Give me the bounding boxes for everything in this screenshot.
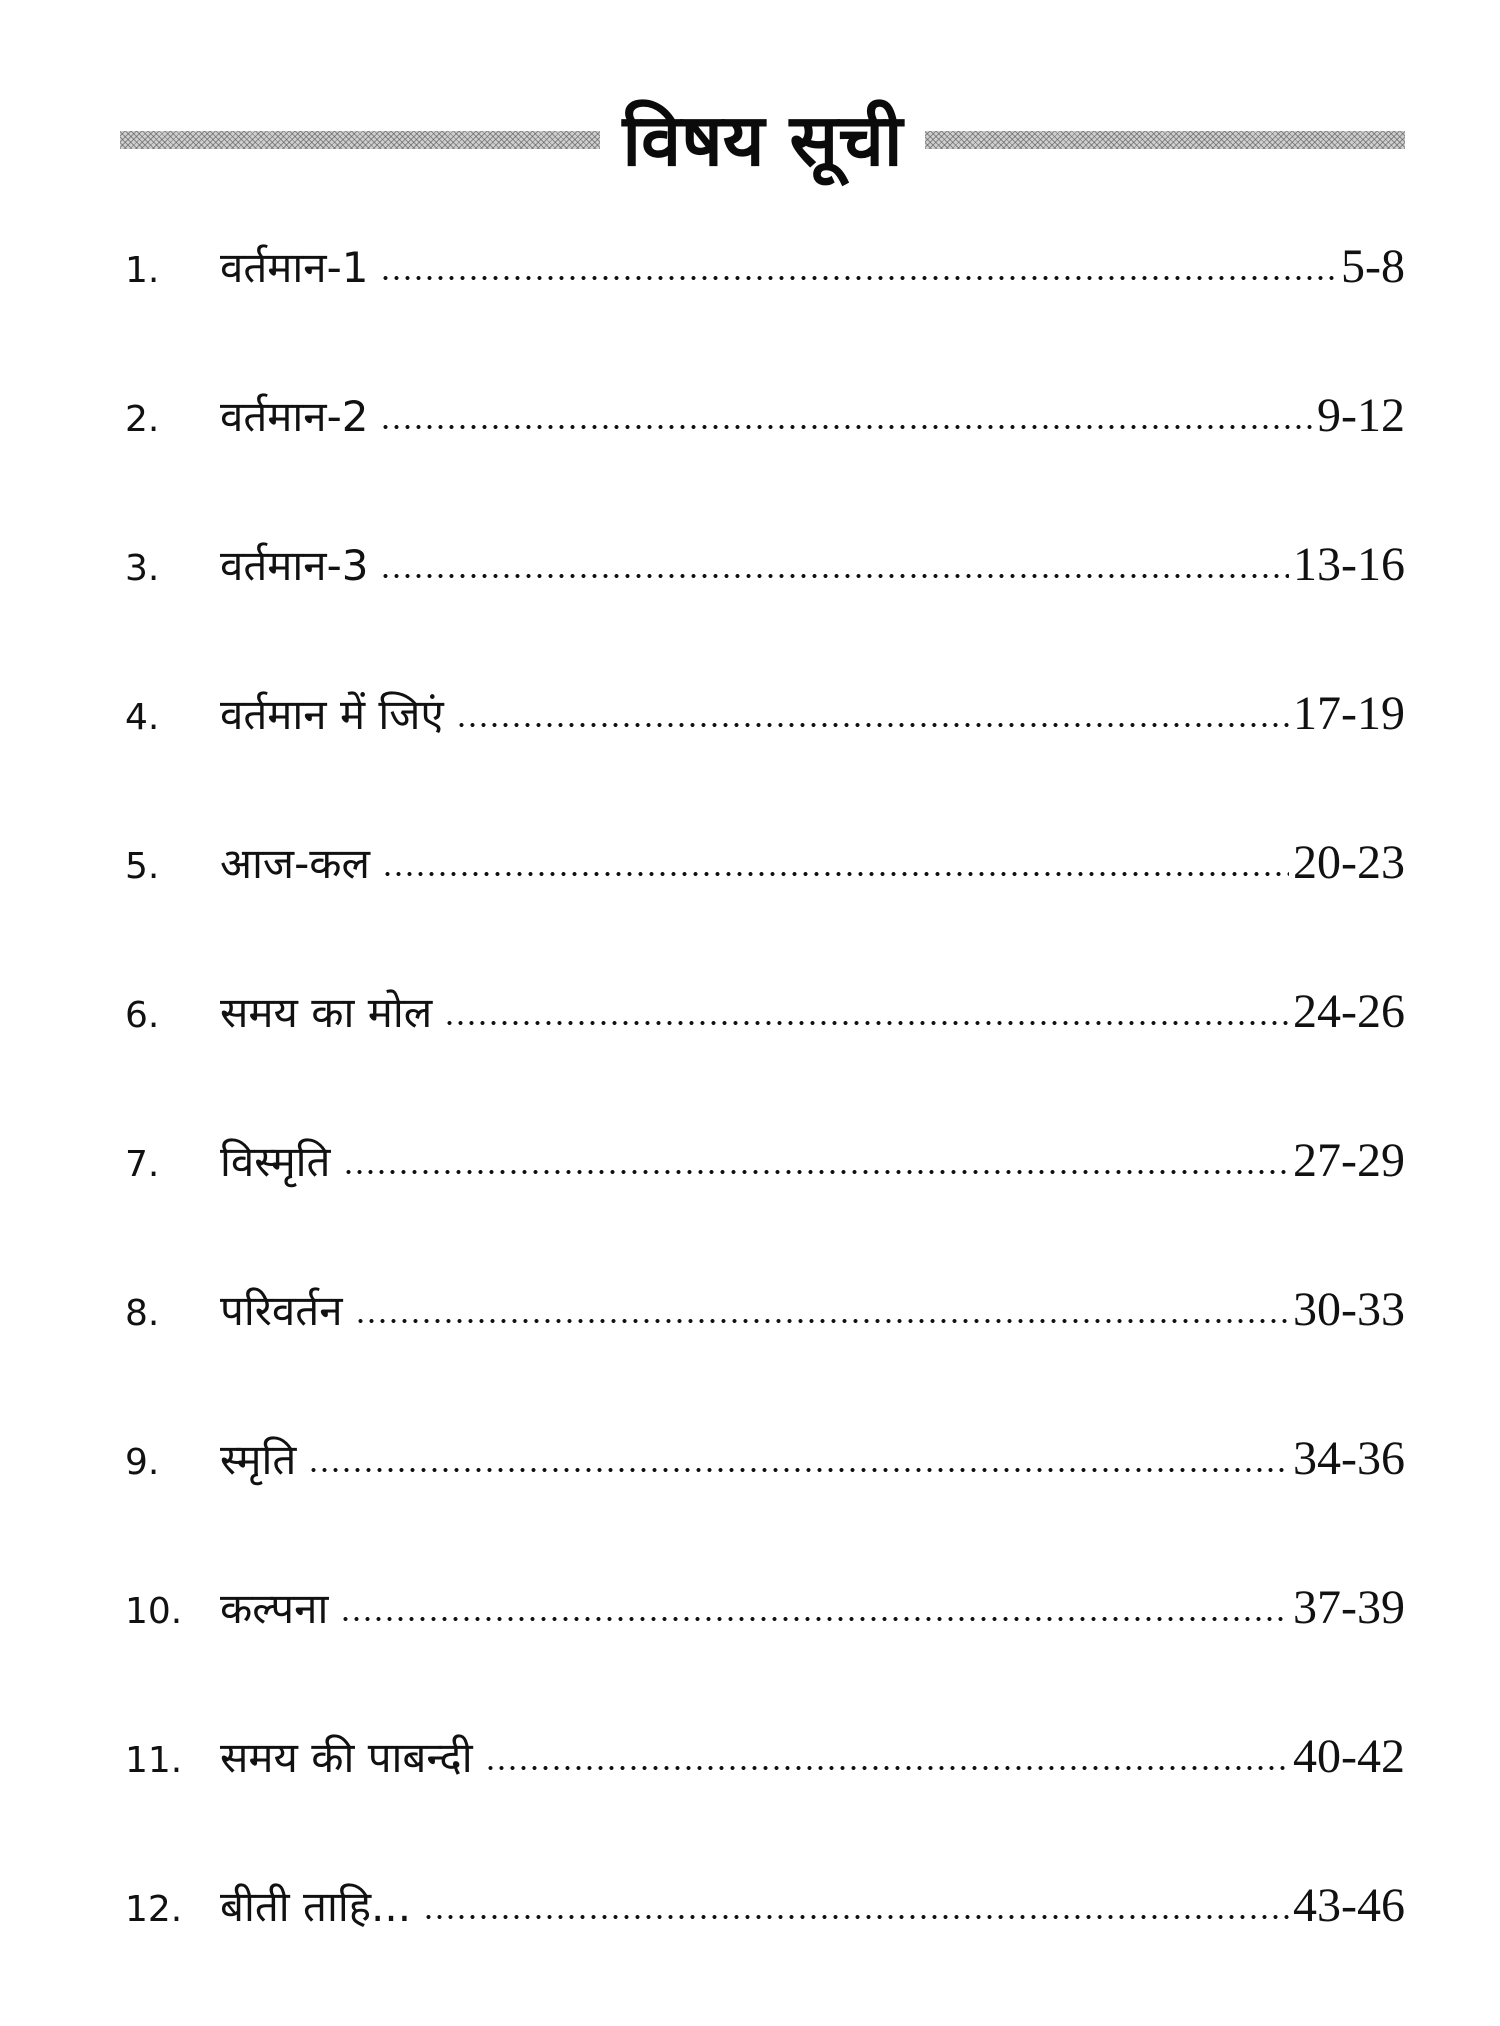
entry-page-range: 43-46: [1293, 1879, 1405, 1932]
toc-entry: [125, 685, 1405, 834]
entry-title: कल्पना: [220, 1584, 329, 1633]
entry-title: परिवर्तन: [220, 1286, 343, 1335]
dot-leader: [485, 1764, 1289, 1772]
dot-leader: [308, 1466, 1289, 1474]
dot-leader: [423, 1913, 1289, 1921]
entry-title: बीती ताहि...: [220, 1882, 412, 1931]
entry-number: 10.: [125, 1591, 183, 1632]
entry-title: आज-कल: [220, 839, 370, 888]
right-decorative-rule: [925, 131, 1405, 149]
entry-page-range: 34-36: [1293, 1432, 1405, 1485]
toc-entry: [125, 1430, 1405, 1579]
entry-title: विस्मृति: [220, 1137, 331, 1186]
entry-title: समय की पाबन्दी: [220, 1733, 473, 1782]
entry-page-range: 24-26: [1293, 985, 1405, 1038]
toc-entry: [125, 1728, 1405, 1877]
dot-leader: [380, 572, 1289, 580]
entry-number: 7.: [125, 1144, 160, 1185]
dot-leader: [343, 1168, 1290, 1176]
entry-number: 5.: [125, 846, 160, 887]
page-title: विषय सूची: [622, 98, 903, 182]
dot-leader: [380, 423, 1313, 431]
entry-page-range: 30-33: [1293, 1283, 1405, 1336]
dot-leader: [355, 1317, 1290, 1325]
toc-entry: [125, 1281, 1405, 1430]
entry-page-range: 40-42: [1293, 1730, 1405, 1783]
dot-leader: [382, 870, 1289, 878]
toc-entry: [125, 387, 1405, 536]
entry-number: 2.: [125, 399, 160, 440]
entry-page-range: 5-8: [1341, 240, 1405, 293]
header: [120, 80, 1405, 200]
entry-title: वर्तमान-1: [220, 243, 369, 292]
dot-leader: [340, 1615, 1289, 1623]
entry-page-range: 9-12: [1317, 389, 1405, 442]
entry-number: 6.: [125, 995, 160, 1036]
entry-title: वर्तमान-3: [220, 541, 369, 590]
entry-page-range: 13-16: [1293, 538, 1405, 591]
entry-number: 9.: [125, 1442, 160, 1483]
toc-entry: [125, 238, 1405, 387]
entry-page-range: 17-19: [1293, 687, 1405, 740]
toc-entry: [125, 834, 1405, 983]
entry-number: 4.: [125, 697, 160, 738]
entry-title: वर्तमान में जिएं: [220, 690, 444, 739]
toc-entry: [125, 536, 1405, 685]
toc-entry: [125, 1877, 1405, 2026]
entry-page-range: 27-29: [1293, 1134, 1405, 1187]
entry-page-range: 20-23: [1293, 836, 1405, 889]
toc-entry: [125, 983, 1405, 1132]
dot-leader: [456, 721, 1289, 729]
dot-leader: [380, 274, 1337, 282]
table-of-contents: [125, 238, 1405, 2026]
entry-page-range: 37-39: [1293, 1581, 1405, 1634]
entry-title: वर्तमान-2: [220, 392, 369, 441]
entry-number: 1.: [125, 250, 160, 291]
toc-entry: [125, 1132, 1405, 1281]
toc-entry: [125, 1579, 1405, 1728]
entry-number: 12.: [125, 1889, 183, 1930]
entry-number: 11.: [125, 1740, 183, 1781]
entry-title: समय का मोल: [220, 988, 433, 1037]
entry-title: स्मृति: [220, 1435, 297, 1484]
entry-number: 3.: [125, 548, 160, 589]
dot-leader: [444, 1019, 1289, 1027]
left-decorative-rule: [120, 131, 600, 149]
entry-number: 8.: [125, 1293, 160, 1334]
